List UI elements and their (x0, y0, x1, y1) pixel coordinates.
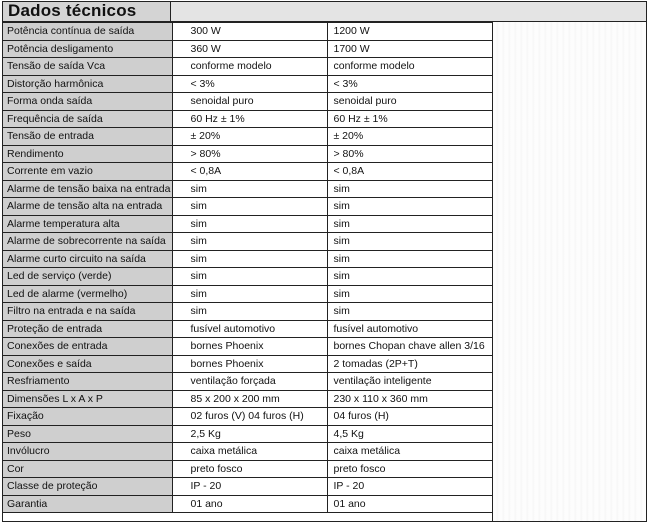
spec-value-model-2: sim (327, 233, 492, 251)
title-cell (3, 2, 171, 21)
spec-label: Tensão de saída Vca (3, 58, 172, 76)
spec-value-model-1: sim (172, 285, 327, 303)
spec-value-model-1: 85 x 200 x 200 mm (172, 390, 327, 408)
table-row (3, 355, 492, 373)
spec-value-model-2: sim (327, 303, 492, 321)
spec-value-model-2: ventilação inteligente (327, 373, 492, 391)
table-row (3, 215, 492, 233)
page-title: Dados técnicos (8, 1, 137, 20)
spec-label: Classe de proteção (3, 478, 172, 496)
table-row (3, 478, 492, 496)
blank-panel (492, 22, 646, 521)
spec-label: Alarme temperatura alta (3, 215, 172, 233)
spec-label: Tensão de entrada (3, 128, 172, 146)
table-row (3, 268, 492, 286)
table-row (3, 425, 492, 443)
spec-label: Proteção de entrada (3, 320, 172, 338)
spec-label: Dimensões L x A x P (3, 390, 172, 408)
spec-value-model-2: 1700 W (327, 40, 492, 58)
spec-value-model-1: sim (172, 250, 327, 268)
spec-value-model-2: 2 tomadas (2P+T) (327, 355, 492, 373)
spec-value-model-2: IP - 20 (327, 478, 492, 496)
spec-value-model-2: senoidal puro (327, 93, 492, 111)
table-row (3, 23, 492, 41)
spec-value-model-1: > 80% (172, 145, 327, 163)
table-row (3, 93, 492, 111)
table-row (3, 320, 492, 338)
spec-value-model-1: preto fosco (172, 460, 327, 478)
spec-value-model-1: 60 Hz ± 1% (172, 110, 327, 128)
spec-value-model-2: 04 furos (H) (327, 408, 492, 426)
spec-label: Peso (3, 425, 172, 443)
spec-value-model-1: 01 ano (172, 495, 327, 513)
table-row (3, 460, 492, 478)
table-row (3, 180, 492, 198)
spec-value-model-1: conforme modelo (172, 58, 327, 76)
table-row (3, 338, 492, 356)
table-row (3, 285, 492, 303)
spec-value-model-1: sim (172, 198, 327, 216)
spec-label: Alarme curto circuito na saída (3, 250, 172, 268)
title-bar-fill (171, 2, 646, 21)
spec-value-model-1: bornes Phoenix (172, 338, 327, 356)
spec-value-model-2: 1200 W (327, 23, 492, 41)
table-row (3, 110, 492, 128)
spec-value-model-1: < 3% (172, 75, 327, 93)
specs-table-body (3, 23, 492, 513)
spec-value-model-1: bornes Phoenix (172, 355, 327, 373)
spec-value-model-1: ± 20% (172, 128, 327, 146)
table-row (3, 495, 492, 513)
spec-value-model-1: sim (172, 180, 327, 198)
spec-label: Frequência de saída (3, 110, 172, 128)
spec-value-model-2: > 80% (327, 145, 492, 163)
spec-label: Alarme de tensão alta na entrada (3, 198, 172, 216)
spec-value-model-2: sim (327, 198, 492, 216)
spec-value-model-2: preto fosco (327, 460, 492, 478)
spec-value-model-1: senoidal puro (172, 93, 327, 111)
spec-value-model-2: sim (327, 180, 492, 198)
spec-sheet (2, 1, 647, 522)
table-row (3, 145, 492, 163)
spec-label: Resfriamento (3, 373, 172, 391)
spec-label: Conexões e saída (3, 355, 172, 373)
spec-value-model-2: sim (327, 285, 492, 303)
spec-value-model-1: IP - 20 (172, 478, 327, 496)
spec-value-model-1: caixa metálica (172, 443, 327, 461)
spec-label: Corrente em vazio (3, 163, 172, 181)
spec-label: Filtro na entrada e na saída (3, 303, 172, 321)
spec-value-model-1: sim (172, 268, 327, 286)
table-row (3, 373, 492, 391)
table-row (3, 198, 492, 216)
spec-value-model-2: bornes Chopan chave allen 3/16 (327, 338, 492, 356)
spec-value-model-1: ventilação forçada (172, 373, 327, 391)
spec-value-model-1: 02 furos (V) 04 furos (H) (172, 408, 327, 426)
spec-value-model-1: sim (172, 303, 327, 321)
table-row (3, 233, 492, 251)
spec-value-model-2: 230 x 110 x 360 mm (327, 390, 492, 408)
table-row (3, 303, 492, 321)
spec-value-model-2: < 3% (327, 75, 492, 93)
spec-label: Potência desligamento (3, 40, 172, 58)
spec-label: Cor (3, 460, 172, 478)
spec-label: Fixação (3, 408, 172, 426)
spec-label: Led de alarme (vermelho) (3, 285, 172, 303)
spec-label: Conexões de entrada (3, 338, 172, 356)
spec-value-model-2: sim (327, 215, 492, 233)
spec-label: Potência contínua de saída (3, 23, 172, 41)
spec-label: Rendimento (3, 145, 172, 163)
spec-value-model-2: 4,5 Kg (327, 425, 492, 443)
table-row (3, 250, 492, 268)
table-row (3, 390, 492, 408)
spec-value-model-2: conforme modelo (327, 58, 492, 76)
spec-label: Alarme de sobrecorrente na saída (3, 233, 172, 251)
spec-label: Forma onda saída (3, 93, 172, 111)
spec-label: Invólucro (3, 443, 172, 461)
spec-value-model-2: caixa metálica (327, 443, 492, 461)
specs-table (3, 22, 493, 513)
spec-value-model-2: sim (327, 268, 492, 286)
spec-label: Alarme de tensão baixa na entrada (3, 180, 172, 198)
spec-value-model-2: ± 20% (327, 128, 492, 146)
spec-value-model-1: 300 W (172, 23, 327, 41)
spec-label: Garantia (3, 495, 172, 513)
spec-value-model-1: sim (172, 233, 327, 251)
table-row (3, 128, 492, 146)
spec-value-model-1: fusível automotivo (172, 320, 327, 338)
table-row (3, 40, 492, 58)
spec-value-model-1: sim (172, 215, 327, 233)
spec-label: Distorção harmônica (3, 75, 172, 93)
spec-value-model-2: fusível automotivo (327, 320, 492, 338)
table-row (3, 58, 492, 76)
spec-value-model-1: 2,5 Kg (172, 425, 327, 443)
spec-value-model-1: 360 W (172, 40, 327, 58)
title-bar (3, 2, 646, 22)
spec-value-model-2: 60 Hz ± 1% (327, 110, 492, 128)
table-row (3, 408, 492, 426)
table-row (3, 75, 492, 93)
spec-value-model-2: 01 ano (327, 495, 492, 513)
spec-value-model-2: < 0,8A (327, 163, 492, 181)
table-row (3, 443, 492, 461)
spec-label: Led de serviço (verde) (3, 268, 172, 286)
spec-value-model-2: sim (327, 250, 492, 268)
spec-value-model-1: < 0,8A (172, 163, 327, 181)
table-row (3, 163, 492, 181)
